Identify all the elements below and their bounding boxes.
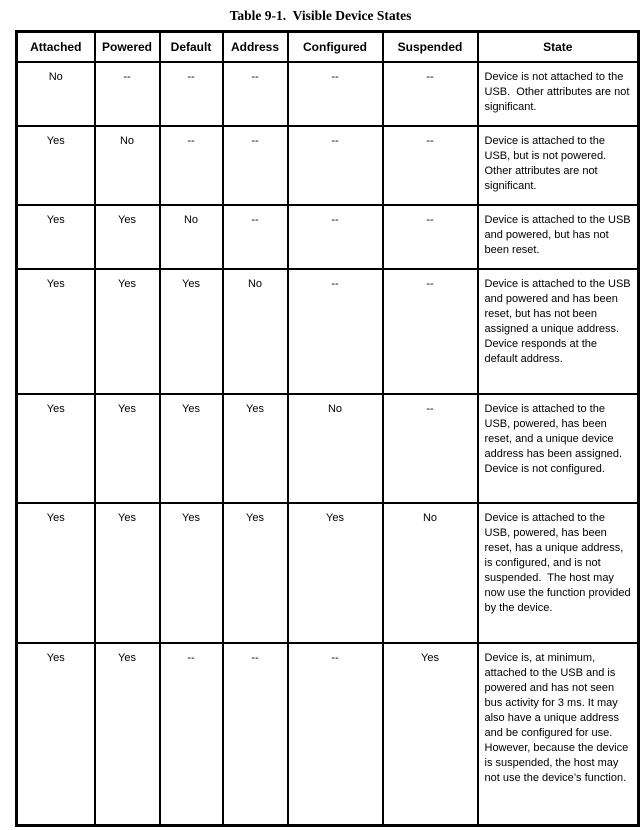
cell-address: Yes bbox=[223, 503, 288, 643]
cell-address: -- bbox=[223, 643, 288, 826]
cell-address: -- bbox=[223, 62, 288, 126]
cell-suspended: -- bbox=[383, 394, 478, 503]
cell-attached: Yes bbox=[17, 643, 95, 826]
table-row bbox=[17, 394, 639, 503]
cell-state: Device is attached to the USB and powered, but has not been reset. bbox=[478, 205, 639, 269]
cell-suspended: -- bbox=[383, 126, 478, 205]
cell-powered: No bbox=[95, 126, 160, 205]
cell-suspended: Yes bbox=[383, 643, 478, 826]
table-body bbox=[17, 62, 639, 826]
header-row bbox=[17, 32, 639, 62]
column-header-attached: Attached bbox=[17, 32, 95, 62]
column-header-address: Address bbox=[223, 32, 288, 62]
cell-attached: Yes bbox=[17, 269, 95, 394]
table-header bbox=[17, 32, 639, 62]
cell-default: -- bbox=[160, 126, 223, 205]
cell-state: Device is attached to the USB, powered, has been reset, has a unique address, is configured, and is not suspended. The host may now use the function provided by the device. bbox=[478, 503, 639, 643]
cell-suspended: No bbox=[383, 503, 478, 643]
cell-address: Yes bbox=[223, 394, 288, 503]
cell-configured: -- bbox=[288, 643, 383, 826]
cell-configured: -- bbox=[288, 205, 383, 269]
cell-suspended: -- bbox=[383, 205, 478, 269]
table-row bbox=[17, 62, 639, 126]
cell-default: Yes bbox=[160, 394, 223, 503]
cell-attached: No bbox=[17, 62, 95, 126]
cell-attached: Yes bbox=[17, 394, 95, 503]
cell-default: Yes bbox=[160, 269, 223, 394]
cell-configured: No bbox=[288, 394, 383, 503]
table-row bbox=[17, 269, 639, 394]
table-row bbox=[17, 126, 639, 205]
cell-powered: -- bbox=[95, 62, 160, 126]
cell-powered: Yes bbox=[95, 503, 160, 643]
cell-powered: Yes bbox=[95, 269, 160, 394]
cell-state: Device is attached to the USB, but is not powered. Other attributes are not significant. bbox=[478, 126, 639, 205]
cell-address: -- bbox=[223, 205, 288, 269]
device-states-table bbox=[15, 30, 640, 827]
cell-state: Device is attached to the USB and powered and has been reset, but has not been assigned a unique address. Device responds at the default address. bbox=[478, 269, 639, 394]
table-row bbox=[17, 643, 639, 826]
cell-default: -- bbox=[160, 62, 223, 126]
cell-state: Device is, at minimum, attached to the USB and is powered and has not seen bus activity for 3 ms. It may also have a unique address and be configured for use. However, because the device is suspended, the host may not use the device’s function. bbox=[478, 643, 639, 826]
cell-configured: -- bbox=[288, 269, 383, 394]
cell-state: Device is not attached to the USB. Other attributes are not significant. bbox=[478, 62, 639, 126]
cell-address: No bbox=[223, 269, 288, 394]
table-title: Table 9-1. Visible Device States bbox=[229, 8, 412, 23]
cell-attached: Yes bbox=[17, 205, 95, 269]
table-row bbox=[17, 503, 639, 643]
column-header-configured: Configured bbox=[288, 32, 383, 62]
cell-suspended: -- bbox=[383, 62, 478, 126]
cell-attached: Yes bbox=[17, 503, 95, 643]
cell-configured: -- bbox=[288, 62, 383, 126]
cell-configured: -- bbox=[288, 126, 383, 205]
cell-state: Device is attached to the USB, powered, has been reset, and a unique device address has been assigned. Device is not configured. bbox=[478, 394, 639, 503]
cell-attached: Yes bbox=[17, 126, 95, 205]
cell-powered: Yes bbox=[95, 394, 160, 503]
cell-default: Yes bbox=[160, 503, 223, 643]
column-header-suspended: Suspended bbox=[383, 32, 478, 62]
table-row bbox=[17, 205, 639, 269]
cell-default: No bbox=[160, 205, 223, 269]
column-header-default: Default bbox=[160, 32, 223, 62]
cell-configured: Yes bbox=[288, 503, 383, 643]
cell-powered: Yes bbox=[95, 643, 160, 826]
cell-powered: Yes bbox=[95, 205, 160, 269]
cell-suspended: -- bbox=[383, 269, 478, 394]
cell-default: -- bbox=[160, 643, 223, 826]
cell-address: -- bbox=[223, 126, 288, 205]
column-header-powered: Powered bbox=[95, 32, 160, 62]
column-header-state: State bbox=[478, 32, 639, 62]
